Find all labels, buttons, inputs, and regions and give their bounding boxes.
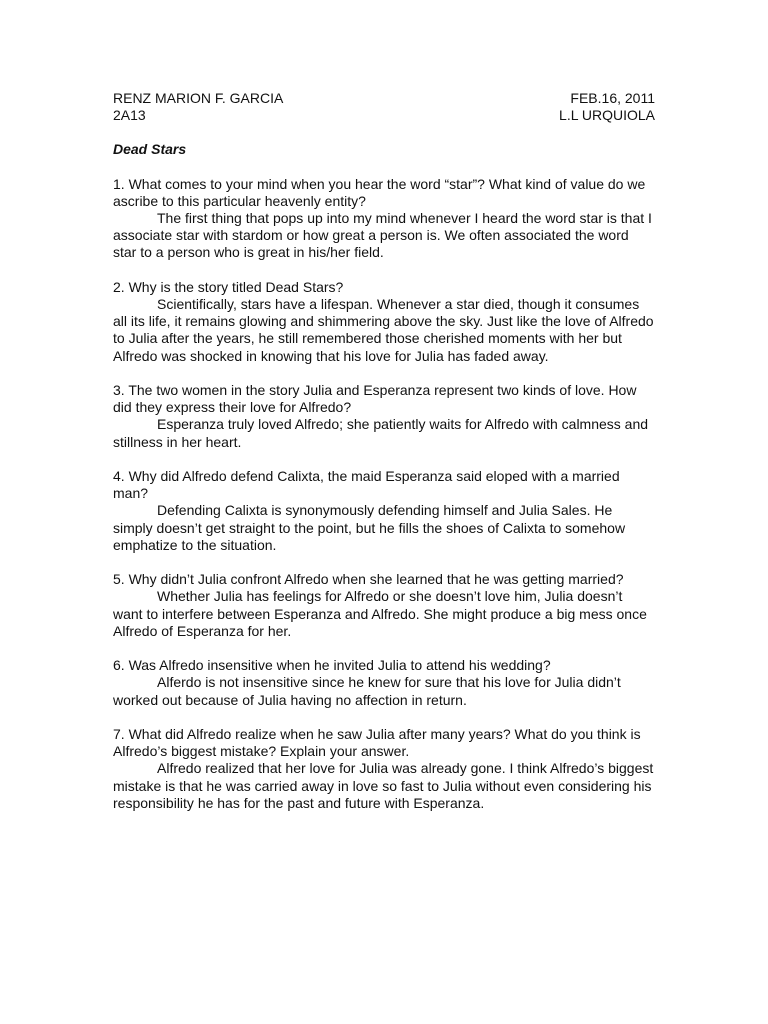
document-date: FEB.16, 2011 [570,90,655,106]
answer-3: Esperanza truly loved Alfredo; she patiently waits for Alfredo with calmness and stillness in her heart. [113,416,649,450]
qa-item-2 [113,279,655,365]
answer-6: Alferdo is not insensitive since he knew for sure that his love for Julia didn’t worked out because of Julia having no affection in return. [113,674,621,708]
qa-item-6 [113,657,655,709]
header-left [113,90,283,124]
answer-1: The first thing that pops up into my mind whenever I heard the word star is that I associate star with stardom or how great a person is. We often associated the word star to a person who is great in his/her field. [113,210,652,261]
question-2: 2. Why is the story titled Dead Stars? [113,278,344,295]
question-7: 7. What did Alfredo realize when he saw Julia after many years? What do you think is Alfredo’s biggest mistake? Explain your answer. [113,726,641,760]
qa-item-7 [113,726,655,812]
document-header [113,90,655,124]
answer-4: Defending Calixta is synonymously defending himself and Julia Sales. He simply doesn’t get straight to the point, but he fills the shoes of Calixta to somehow emphatize to the situation. [113,502,626,553]
header-right [559,90,655,124]
student-section: 2A13 [113,107,146,124]
qa-item-1 [113,176,655,262]
question-3: 3. The two women in the story Julia and Esperanza represent two kinds of love. How did they express their love for Alfredo? [113,382,637,416]
question-1: 1. What comes to your mind when you hear the word “star”? What kind of value do we ascribe to this particular heavenly entity? [113,175,646,209]
document-title: Dead Stars [113,141,187,158]
answer-5: Whether Julia has feelings for Alfredo or she doesn’t love him, Julia doesn’t want to interfere between Esperanza and Alfredo. She might produce a big mess once Alfredo of Esperanza for her. [113,588,647,639]
qa-item-4 [113,468,655,554]
question-4: 4. Why did Alfredo defend Calixta, the maid Esperanza said eloped with a married man? [113,468,620,502]
student-name: RENZ MARION F. GARCIA [113,90,284,106]
answer-2: Scientifically, stars have a lifespan. Whenever a star died, though it consumes all its life, it remains glowing and shimmering above the sky. Just like the love of Alfredo to Julia after the years, he still remembered those cherished moments with her but Alfredo was shocked in knowing that his love for Julia has faded away. [113,296,654,364]
teacher-name: L.L URQUIOLA [559,107,655,124]
document-page [113,90,655,829]
question-6: 6. Was Alfredo insensitive when he invited Julia to attend his wedding? [113,657,551,674]
qa-item-5 [113,571,655,640]
qa-item-3 [113,382,655,451]
answer-7: Alfredo realized that her love for Julia was already gone. I think Alfredo’s biggest mistake is that he was carried away in love so fast to Julia without even considering his responsibility he has for the past and future with Esperanza. [113,760,654,811]
question-5: 5. Why didn’t Julia confront Alfredo when she learned that he was getting married? [113,571,624,588]
